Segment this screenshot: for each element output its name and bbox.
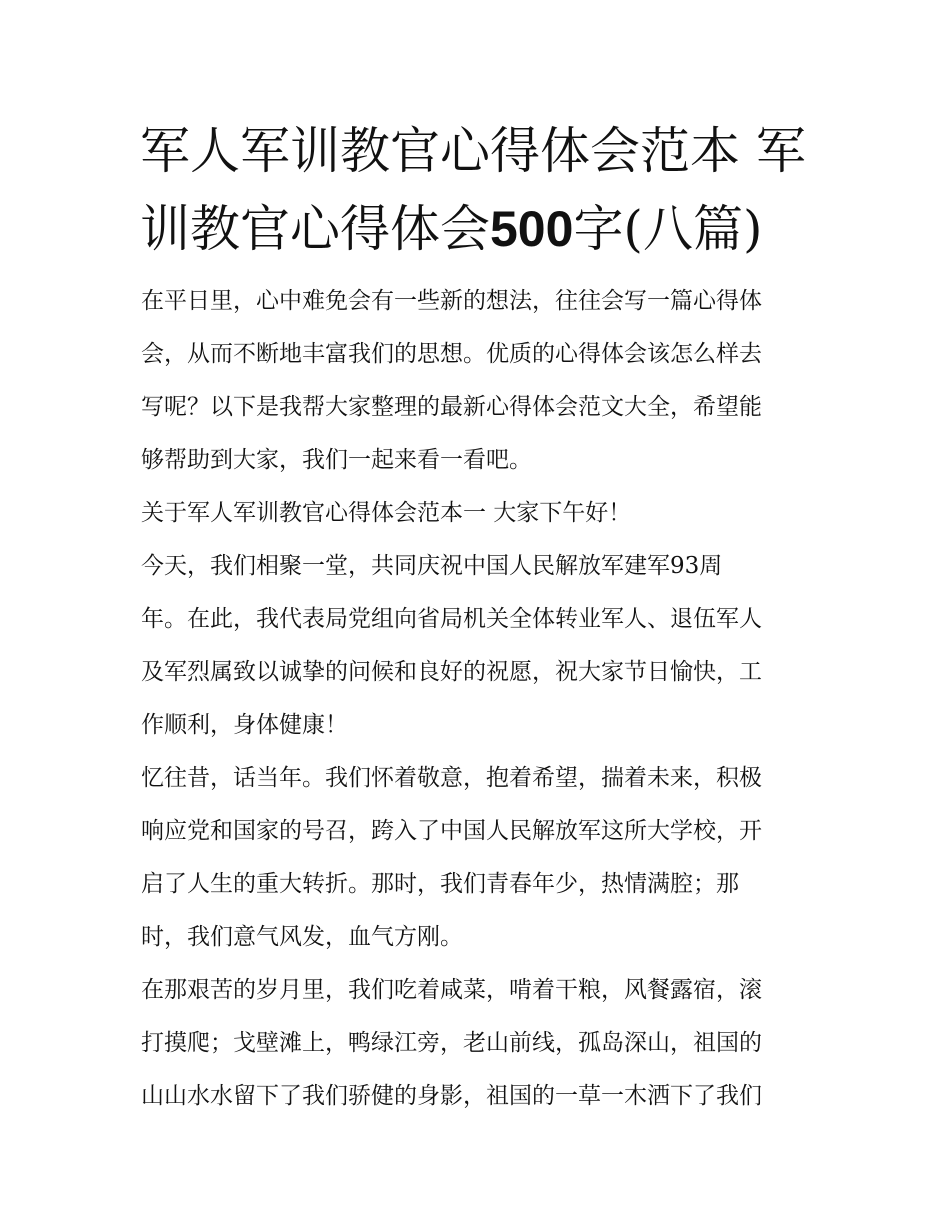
text-line: 启了人生的重大转折。那时，我们青春年少，热情满腔；那 — [141, 871, 739, 897]
text-line: 时，我们意气风发，血气方刚。 — [141, 924, 463, 950]
text-line: 关于军人军训教官心得体会范本一 大家下午好！ — [141, 500, 632, 526]
text-line: 今天，我们相聚一堂，共同庆祝中国人民解放军建军93周 — [141, 553, 723, 579]
title-number: 500 — [490, 201, 574, 257]
paragraph-memory — [141, 752, 813, 964]
text-line: 响应党和国家的号召，跨入了中国人民解放军这所大学校，开 — [141, 818, 762, 844]
text-line: 会，从而不断地丰富我们的思想。优质的心得体会该怎么样去 — [141, 341, 762, 367]
text-line: 及军烈属致以诚挚的问候和良好的祝愿，祝大家节日愉快，工 — [141, 659, 762, 685]
text-line: 作顺利，身体健康！ — [141, 712, 348, 738]
title-line-1: 军人军训教官心得体会范本 军 — [140, 122, 806, 180]
document-title — [140, 112, 820, 268]
text-line: 打摸爬；戈壁滩上，鸭绿江旁，老山前线，孤岛深山，祖国的 — [141, 1030, 762, 1056]
paragraph-greeting — [141, 540, 813, 752]
text-line: 够帮助到大家，我们一起来看一看吧。 — [141, 447, 532, 473]
text-line: 年。在此，我代表局党组向省局机关全体转业军人、退伍军人 — [141, 606, 762, 632]
paragraph-heading — [141, 487, 813, 540]
text-line: 写呢？以下是我帮大家整理的最新心得体会范文大全，希望能 — [141, 394, 762, 420]
document-body — [141, 275, 813, 1123]
text-line: 在那艰苦的岁月里，我们吃着咸菜，啃着干粮，风餐露宿，滚 — [141, 977, 762, 1003]
text-line: 山山水水留下了我们骄健的身影，祖国的一草一木洒下了我们 — [141, 1083, 762, 1109]
text-line: 忆往昔，话当年。我们怀着敬意，抱着希望，揣着未来，积极 — [141, 765, 762, 791]
text-line: 在平日里，心中难免会有一些新的想法，往往会写一篇心得体 — [141, 288, 762, 314]
title-line-2b: 字(八篇) — [573, 200, 763, 258]
paragraph-intro — [141, 275, 813, 487]
paragraph-hardship — [141, 964, 813, 1123]
title-line-2a: 训教官心得体会 — [140, 200, 490, 258]
